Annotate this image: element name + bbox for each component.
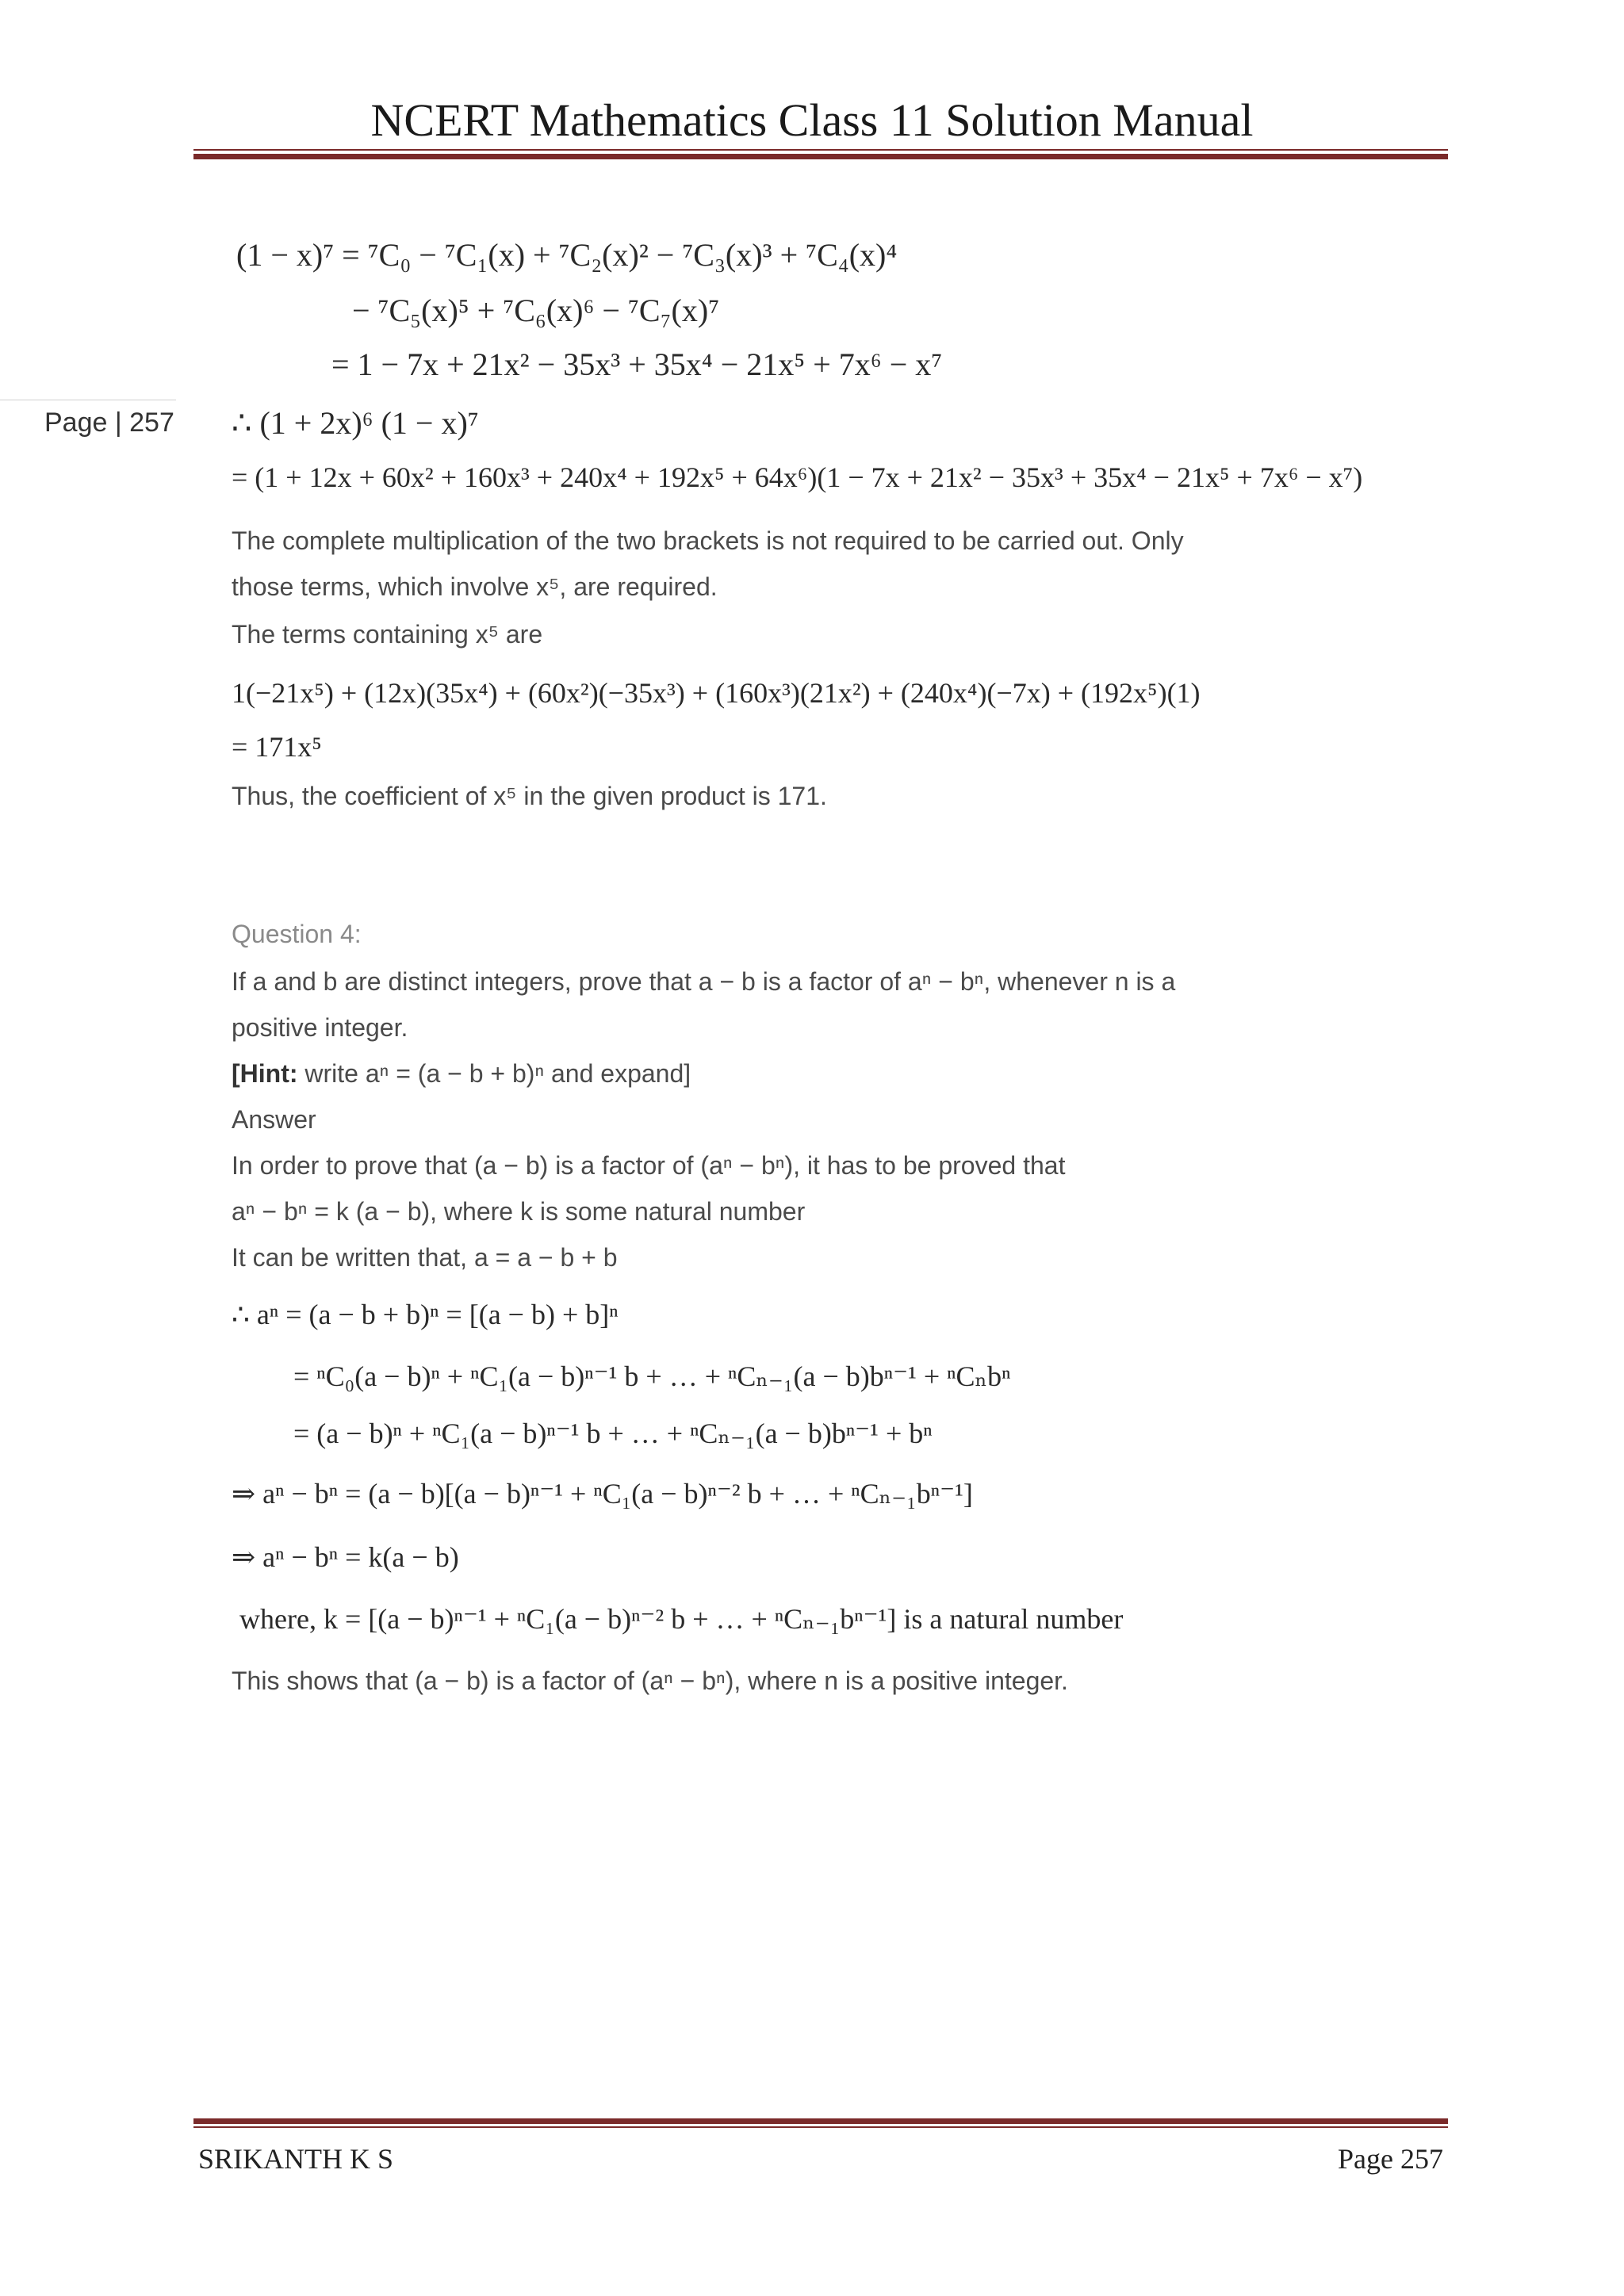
footer-rule-thin [193, 2126, 1448, 2128]
answer-line-1: In order to prove that (a − b) is a factor of (aⁿ − bⁿ), it has to be proved that [232, 1151, 1066, 1180]
expansion-line-1: (1 − x)⁷ = ⁷C₀ − ⁷C₁(x) + ⁷C₂(x)² − ⁷C₃(x)³ + ⁷C₄(x)⁴ [236, 237, 898, 273]
final-conclusion: This shows that (a − b) is a factor of (aⁿ − bⁿ), where n is a positive integer. [232, 1667, 1068, 1695]
header-rule-thin [193, 149, 1448, 151]
footer-rule-thick [193, 2118, 1448, 2124]
answer-label: Answer [232, 1105, 316, 1134]
question-4-line-1: If a and b are distinct integers, prove that a − b is a factor of aⁿ − bⁿ, whenever n is a [232, 967, 1176, 996]
expansion-line-4: ∴ (1 + 2x)⁶ (1 − x)⁷ [232, 405, 479, 441]
hint-text: write aⁿ = (a − b + b)ⁿ and expand] [297, 1059, 691, 1088]
coefficient-conclusion: Thus, the coefficient of x⁵ in the given product is 171. [232, 782, 827, 810]
x5-result: = 171x⁵ [232, 731, 322, 763]
proof-line-1: ∴ aⁿ = (a − b + b)ⁿ = [(a − b) + b]ⁿ [232, 1299, 619, 1330]
proof-line-2: = ⁿC₀(a − b)ⁿ + ⁿC₁(a − b)ⁿ⁻¹ b + … + ⁿCₙ₋₁(a − b)bⁿ⁻¹ + ⁿCₙbⁿ [293, 1360, 1011, 1392]
header-title: NCERT Mathematics Class 11 Solution Manual [370, 94, 1254, 146]
margin-page-label: Page | 257 [44, 408, 174, 438]
proof-line-6: where, k = [(a − b)ⁿ⁻¹ + ⁿC₁(a − b)ⁿ⁻² b + … + ⁿCₙ₋₁bⁿ⁻¹] is a natural number [239, 1603, 1124, 1635]
proof-line-3: = (a − b)ⁿ + ⁿC₁(a − b)ⁿ⁻¹ b + … + ⁿCₙ₋₁(a − b)bⁿ⁻¹ + bⁿ [293, 1418, 933, 1449]
footer-author: SRIKANTH K S [198, 2143, 394, 2175]
expansion-line-2: − ⁷C₅(x)⁵ + ⁷C₆(x)⁶ − ⁷C₇(x)⁷ [352, 293, 720, 328]
answer-line-2: aⁿ − bⁿ = k (a − b), where k is some natural number [232, 1197, 806, 1226]
explain-para-1: The complete multiplication of the two brackets is not required to be carried out. Only [232, 526, 1184, 555]
expansion-line-3: = 1 − 7x + 21x² − 35x³ + 35x⁴ − 21x⁵ + 7x⁶ − x⁷ [331, 346, 943, 382]
question-4-line-2: positive integer. [232, 1013, 408, 1042]
answer-line-3: It can be written that, a = a − b + b [232, 1243, 618, 1272]
proof-line-5: ⇒ aⁿ − bⁿ = k(a − b) [232, 1541, 459, 1573]
explain-para-2: those terms, which involve x⁵, are required. [232, 572, 718, 601]
explain-para-3: The terms containing x⁵ are [232, 620, 543, 649]
expansion-line-5: = (1 + 12x + 60x² + 160x³ + 240x⁴ + 192x⁵ + 64x⁶)(1 − 7x + 21x² − 35x³ + 35x⁴ − 21x⁵ + 7x⁶ − x⁷) [232, 461, 1363, 493]
header-rule-thick [193, 154, 1448, 159]
x5-terms: 1(−21x⁵) + (12x)(35x⁴) + (60x²)(−35x³) + (160x³)(21x²) + (240x⁴)(−7x) + (192x⁵)(1) [232, 677, 1201, 709]
proof-line-4: ⇒ aⁿ − bⁿ = (a − b)[(a − b)ⁿ⁻¹ + ⁿC₁(a − b)ⁿ⁻² b + … + ⁿCₙ₋₁bⁿ⁻¹] [232, 1478, 973, 1510]
hint-label: [Hint: [232, 1059, 298, 1088]
question-4-hint [232, 1061, 691, 1086]
footer-page-number: Page 257 [1338, 2143, 1443, 2175]
question-4-label: Question 4: [232, 920, 362, 948]
